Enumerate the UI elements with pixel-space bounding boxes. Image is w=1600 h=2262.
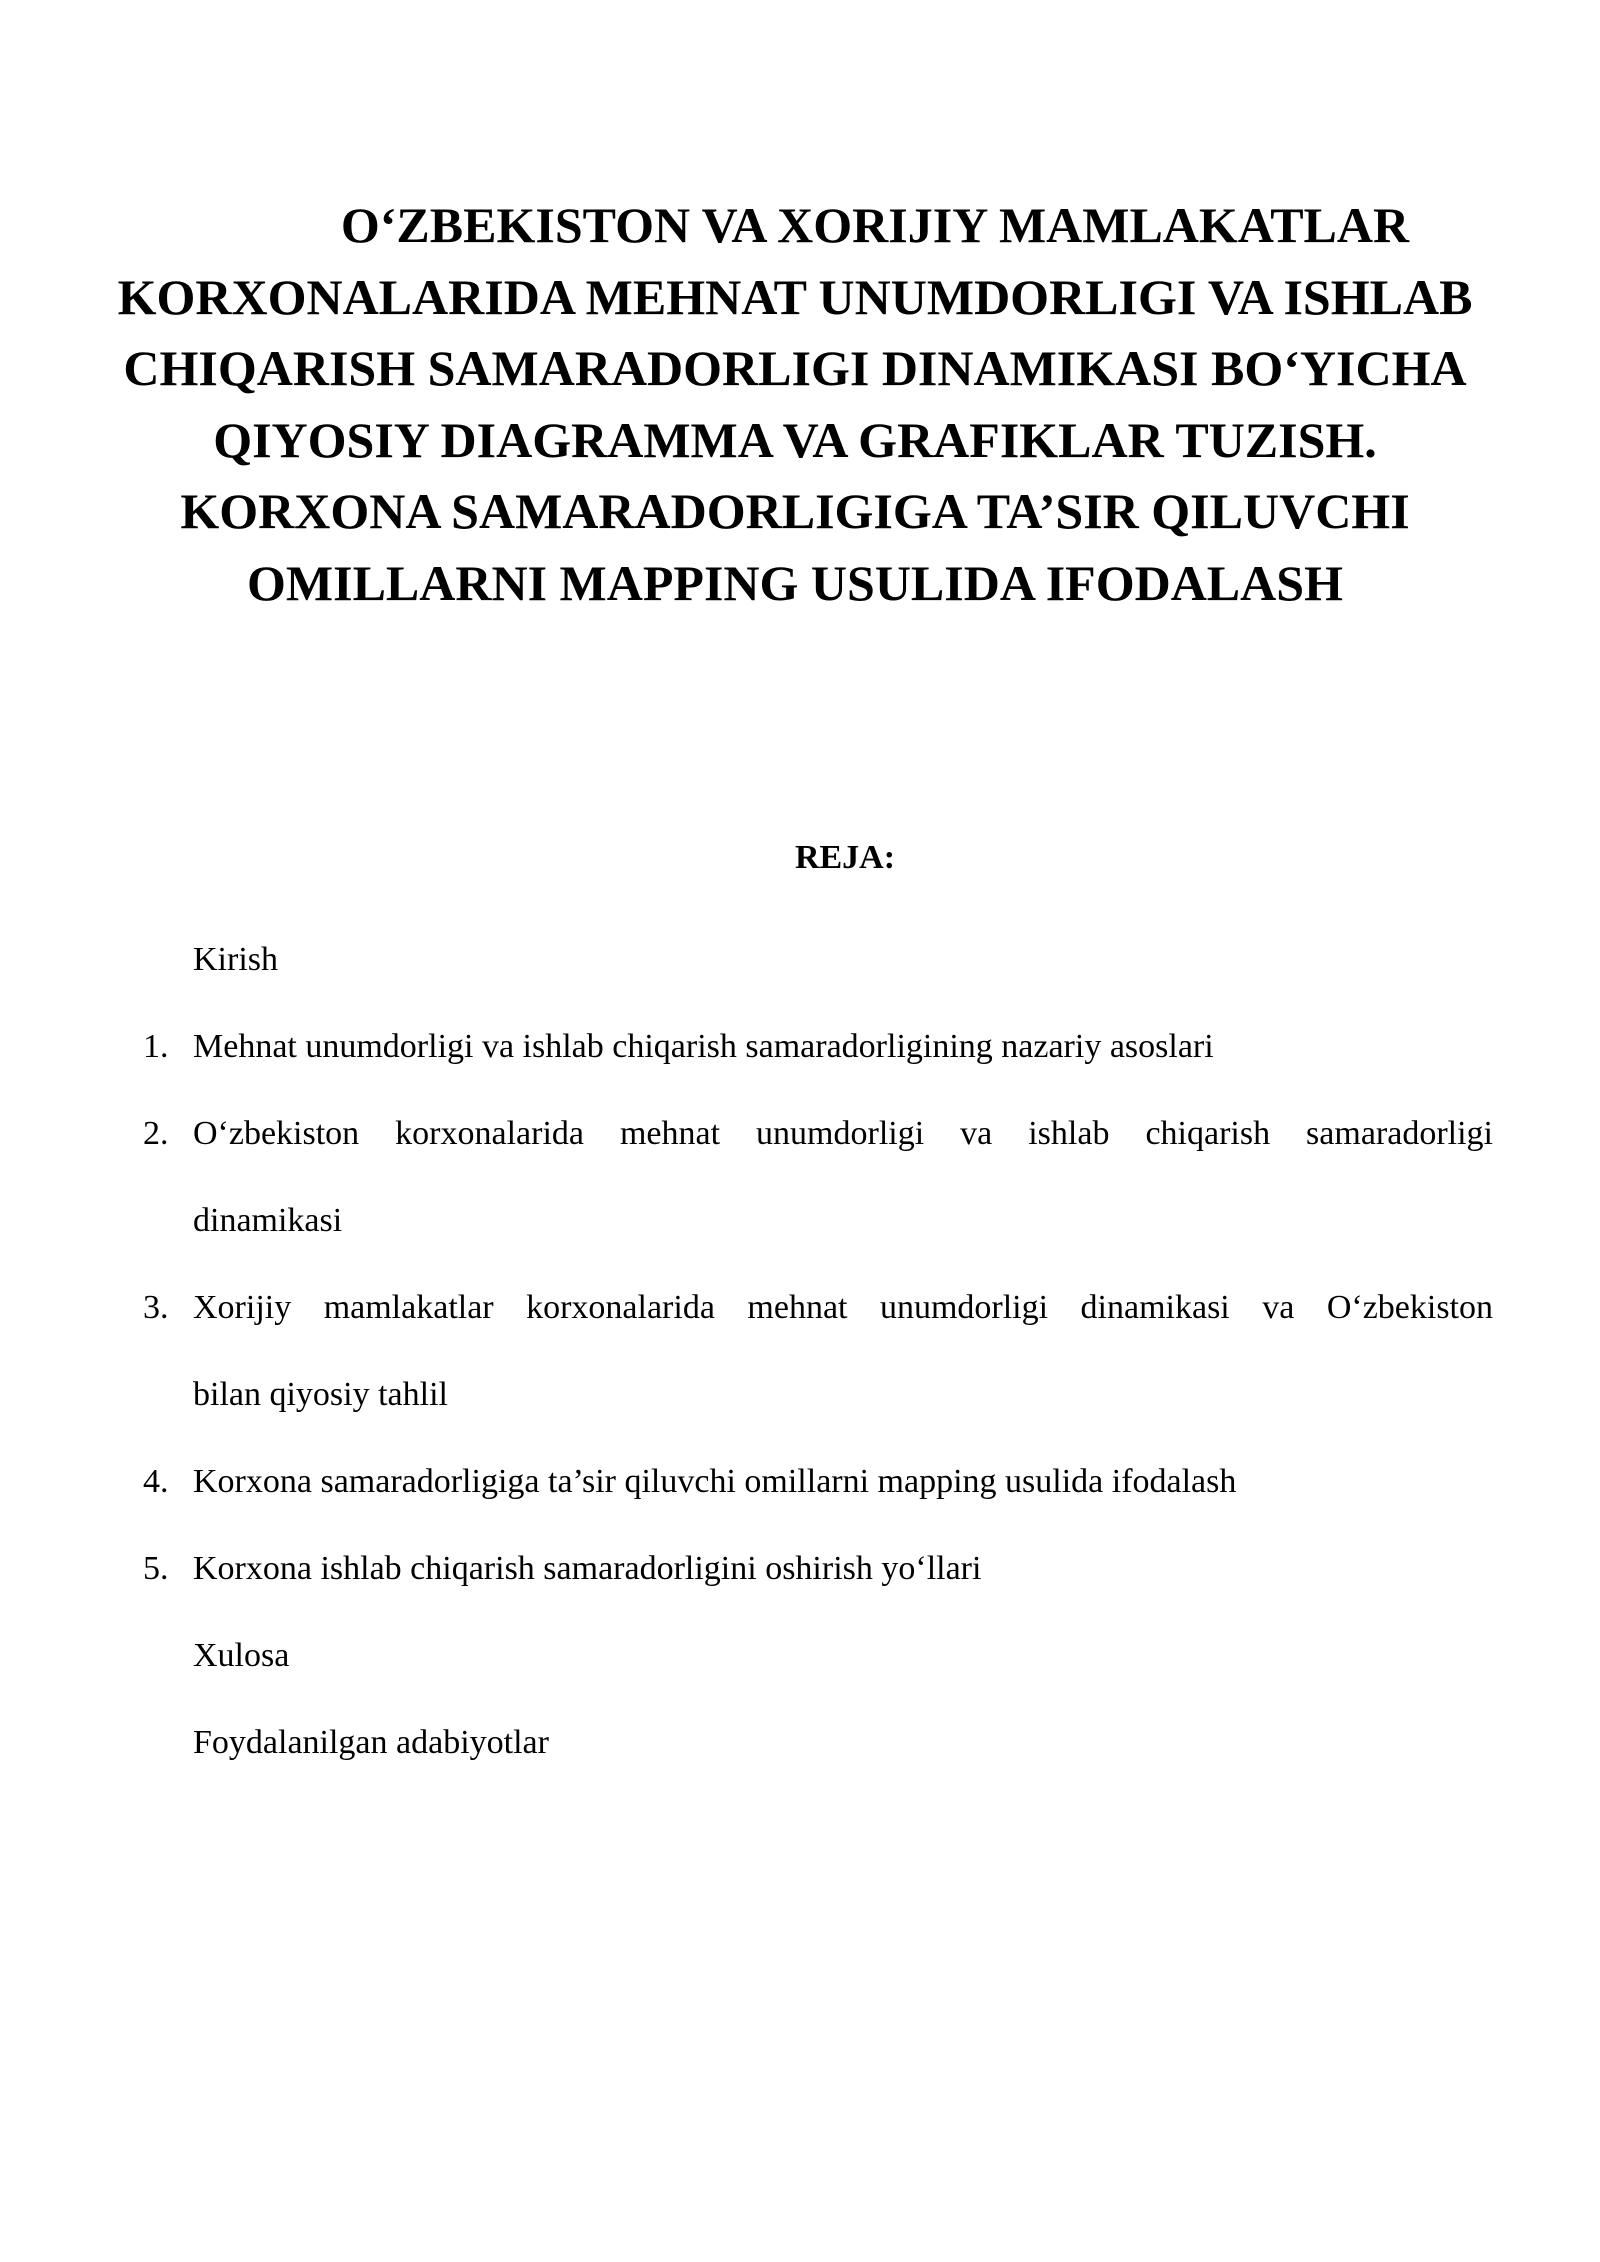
plan-item-text: Foydalanilgan adabiyotlar	[193, 1724, 549, 1761]
plan-item-text: O‘zbekiston korxonalarida mehnat unumdorligi va ishlab chiqarish samaradorligi	[193, 1115, 1493, 1152]
plan-item-number: 3.	[143, 1289, 169, 1326]
plan-item-text: Xulosa	[193, 1637, 290, 1674]
plan-item-text: Korxona samaradorligiga ta’sir qiluvchi omillarni mapping usulida ifodalash	[193, 1463, 1237, 1500]
plan-item-text: Korxona ishlab chiqarish samaradorligini oshirish yo‘llari	[193, 1550, 982, 1587]
plan-item-text: bilan qiyosiy tahlil	[193, 1376, 448, 1413]
plan-item-text: Mehnat unumdorligi va ishlab chiqarish samaradorligining nazariy asoslari	[193, 1028, 1214, 1065]
document-title: O‘ZBEKISTON VA XORIJIY MAMLAKATLAR KORXONALARIDA MEHNAT UNUMDORLIGI VA ISHLAB CHIQARISH SAMARADORLIGI DINAMIKASI BO‘YICHA QIYOSIY DIAGRAMMA VA GRAFIKLAR TUZISH. KORXONA SAMARADORLIGIGA TA’SIR QILUVCHI OMILLARNI MAPPING USULIDA IFODALASH	[117, 197, 1473, 611]
plan-heading: REJA:	[794, 839, 896, 876]
plan-item-number: 5.	[143, 1550, 169, 1587]
plan-item-number: 1.	[143, 1028, 169, 1065]
plan-item-text: dinamikasi	[193, 1202, 343, 1239]
plan-item-number: 2.	[143, 1115, 169, 1152]
plan-item-text: Kirish	[193, 941, 278, 978]
plan-item-text: Xorijiy mamlakatlar korxonalarida mehnat unumdorligi dinamikasi va O‘zbekiston	[193, 1289, 1493, 1326]
plan-item-number: 4.	[143, 1463, 169, 1500]
